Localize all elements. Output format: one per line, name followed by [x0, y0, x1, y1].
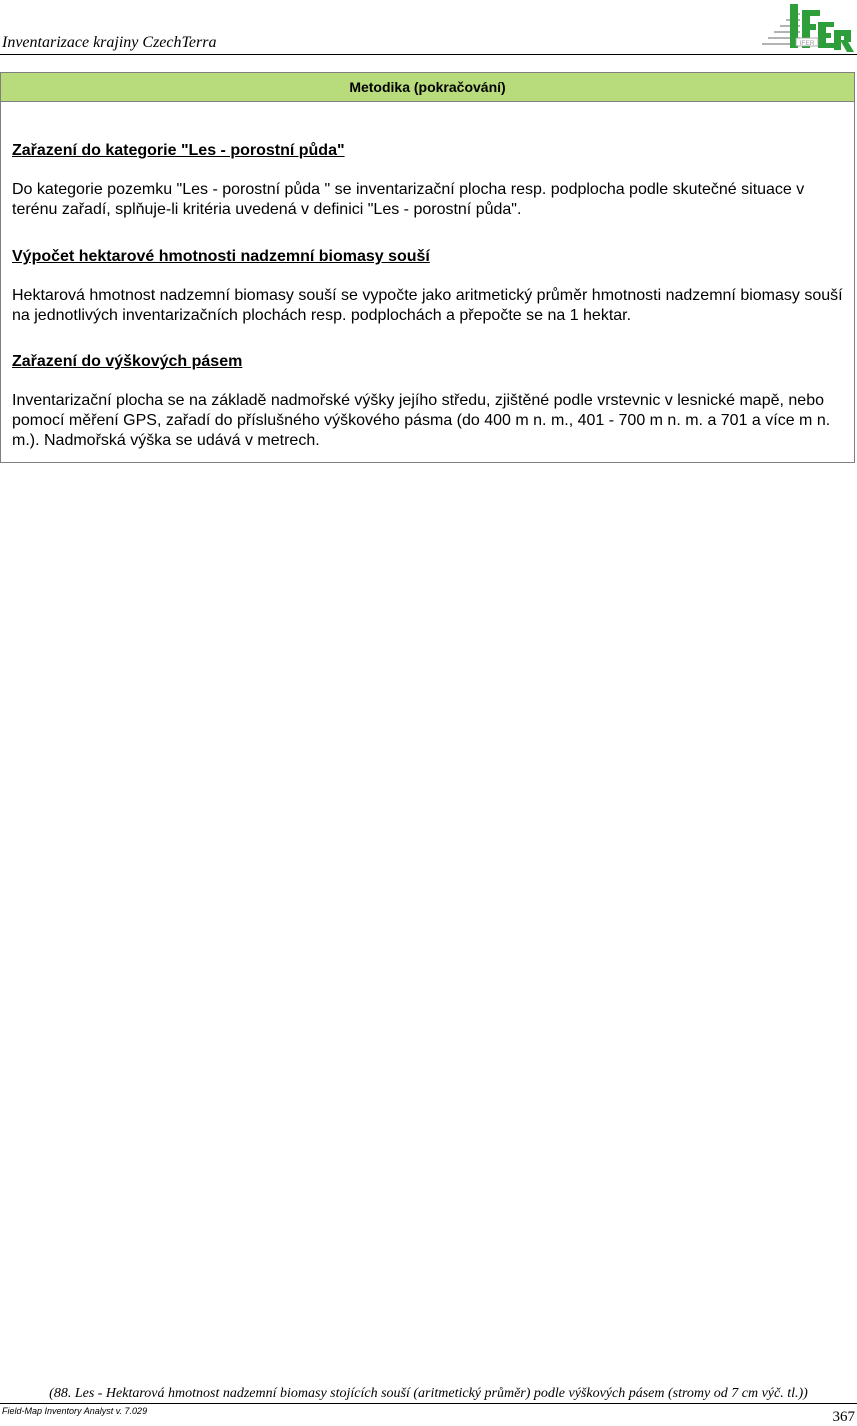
- ifer-logo: [760, 0, 855, 54]
- section-heading-altitude-zones: Zařazení do výškových pásem: [12, 353, 243, 370]
- section-paragraph-biomass-calculation: Hektarová hmotnost nadzemní biomasy souší se vypočte jako aritmetický průměr hmotnosti nadzemní biomasy souší na jednotlivých inventarizačních plochách resp. podplochách a přepočte se na 1 hektar.: [12, 287, 843, 324]
- section-paragraph-forest-category: Do kategorie pozemku "Les - porostní půda " se inventarizační plocha resp. podplocha podle skutečné situace v terénu zařadí, splňuje-li kritéria uvedená v definici "Les - porostní půda".: [12, 181, 805, 218]
- section-heading-biomass-calculation: Výpočet hektarové hmotnosti nadzemní biomasy souší: [12, 248, 430, 265]
- footer-divider: [0, 1403, 857, 1404]
- header-divider: [0, 54, 857, 55]
- document-header-title: Inventarizace krajiny CzechTerra: [2, 34, 217, 51]
- methodology-box: [0, 72, 855, 463]
- box-header-title: Metodika (pokračování): [1, 73, 854, 102]
- section-heading-forest-category: Zařazení do kategorie "Les - porostní půda": [12, 142, 345, 159]
- page-number: 367: [832, 1409, 855, 1425]
- footer-app-version: Field-Map Inventory Analyst v. 7.029: [2, 1406, 148, 1416]
- figure-caption: (88. Les - Hektarová hmotnost nadzemní biomasy stojících souší (aritmetický průměr) podle výškových pásem (stromy od 7 cm výč. tl.)): [49, 1386, 808, 1401]
- section-paragraph-altitude-zones: Inventarizační plocha se na základě nadmořské výšky jejího středu, zjištěné podle vrstevnic v lesnické mapě, nebo pomocí měření GPS, zařadí do příslušného výškového pásma (do 400 m n. m., 401 - 700 m n. m. a 701 a více m n. m.). Nadmořská výška se udává v metrech.: [12, 392, 831, 449]
- logo-text: IFER: [799, 40, 815, 47]
